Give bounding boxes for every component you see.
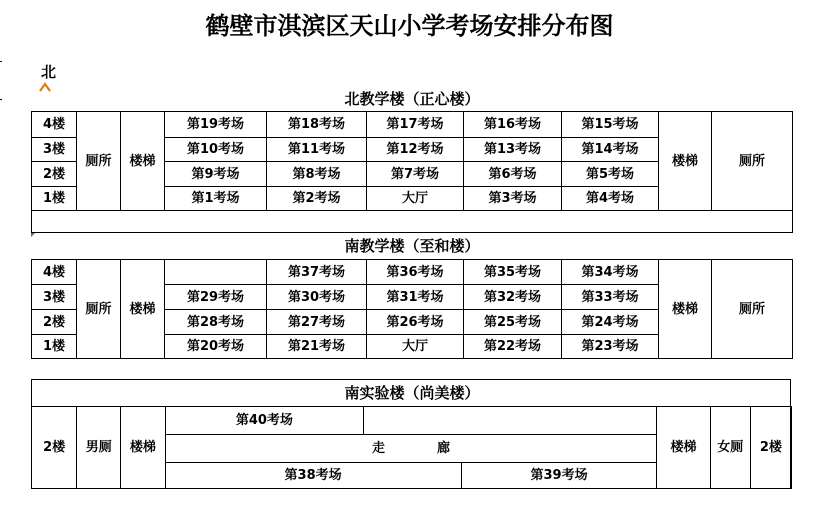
stairs-cell: 楼梯 [121,407,165,489]
exam-room-cell: 第22考场 [464,335,562,359]
exam-room-cell: 第12考场 [367,138,464,162]
stairs-cell: 楼梯 [121,260,165,359]
floor-label: 2楼 [32,162,77,187]
margin-tick [0,61,2,62]
exam-room-cell: 第11考场 [267,138,367,162]
exam-room-cell: 第24考场 [562,310,659,335]
floor-label: 2楼 [32,310,77,335]
exam-room-cell: 第14考场 [562,138,659,162]
exam-room-cell: 第6考场 [464,162,562,187]
exam-room-cell: 第23考场 [562,335,659,359]
exam-room-cell: 第26考场 [367,310,464,335]
exam-room-cell: 第5考场 [562,162,659,187]
corridor-cell: 走 廊 [165,435,657,463]
south-building-header: 南教学楼（至和楼） [344,237,480,255]
floor-label: 4楼 [32,260,77,285]
margin-tick [0,99,2,100]
exam-room-cell: 第17考场 [367,112,464,138]
empty-room-cell [165,260,267,285]
stairs-cell: 楼梯 [659,260,712,359]
lab-building-header: 南实验楼（尚美楼） [344,384,480,402]
floor-label: 3楼 [32,138,77,162]
exam-room-cell: 第37考场 [267,260,367,285]
toilet-cell: 厕所 [77,260,121,359]
exam-room-cell: 第9考场 [165,162,267,187]
lab-building-table [31,406,792,489]
spacer-row [32,211,793,233]
exam-room-cell: 第20考场 [165,335,267,359]
exam-room-cell: 第28考场 [165,310,267,335]
exam-room-cell: 第21考场 [267,335,367,359]
exam-room-cell: 第33考场 [562,285,659,310]
courtyard-gap [32,211,793,233]
table-row [32,260,793,285]
north-building-table [31,111,793,233]
floor-label: 3楼 [32,285,77,310]
stairs-cell: 楼梯 [659,112,712,211]
exam-room-cell: 第8考场 [267,162,367,187]
exam-room-cell: 第32考场 [464,285,562,310]
exam-room-cell: 第40考场 [165,407,364,435]
floor-label: 4楼 [32,112,77,138]
exam-room-cell: 第10考场 [165,138,267,162]
exam-room-cell: 第38考场 [165,463,461,489]
exam-room-cell: 第31考场 [367,285,464,310]
stairs-cell: 楼梯 [657,407,710,489]
exam-room-cell: 第4考场 [562,187,659,211]
north-building-header: 北教学楼（正心楼） [344,90,480,108]
womens-toilet-cell: 女厕 [710,407,750,489]
exam-room-cell: 第2考场 [267,187,367,211]
floor-label: 2楼 [750,407,791,489]
exam-room-cell: 第18考场 [267,112,367,138]
hall-cell: 大厅 [367,187,464,211]
stairs-cell: 楼梯 [121,112,165,211]
exam-room-cell: 第30考场 [267,285,367,310]
exam-room-cell: 第15考场 [562,112,659,138]
exam-room-cell: 第36考场 [367,260,464,285]
exam-room-cell: 第1考场 [165,187,267,211]
table-row [32,112,793,138]
exam-room-cell: 第39考场 [461,463,657,489]
exam-room-cell: 第13考场 [464,138,562,162]
table-row [32,407,792,435]
empty-room-cell [364,407,657,435]
exam-room-cell: 第7考场 [367,162,464,187]
floor-label: 1楼 [32,187,77,211]
toilet-cell: 厕所 [712,260,793,359]
exam-room-cell: 第25考场 [464,310,562,335]
exam-room-cell: 第27考场 [267,310,367,335]
toilet-cell: 厕所 [77,112,121,211]
exam-room-cell: 第16考场 [464,112,562,138]
exam-room-cell: 第29考场 [165,285,267,310]
floor-label: 1楼 [32,335,77,359]
exam-room-cell: 第3考场 [464,187,562,211]
exam-room-cell: 第19考场 [165,112,267,138]
hall-cell: 大厅 [367,335,464,359]
exam-room-cell: 第35考场 [464,260,562,285]
south-building-table [31,259,793,359]
north-label: 北 [41,63,57,81]
toilet-cell: 厕所 [712,112,793,211]
exam-room-cell: 第34考场 [562,260,659,285]
page-title: 鹤壁市淇滨区天山小学考场安排分布图 [205,12,614,40]
floor-label: 2楼 [32,407,77,489]
mens-toilet-cell: 男厕 [77,407,121,489]
